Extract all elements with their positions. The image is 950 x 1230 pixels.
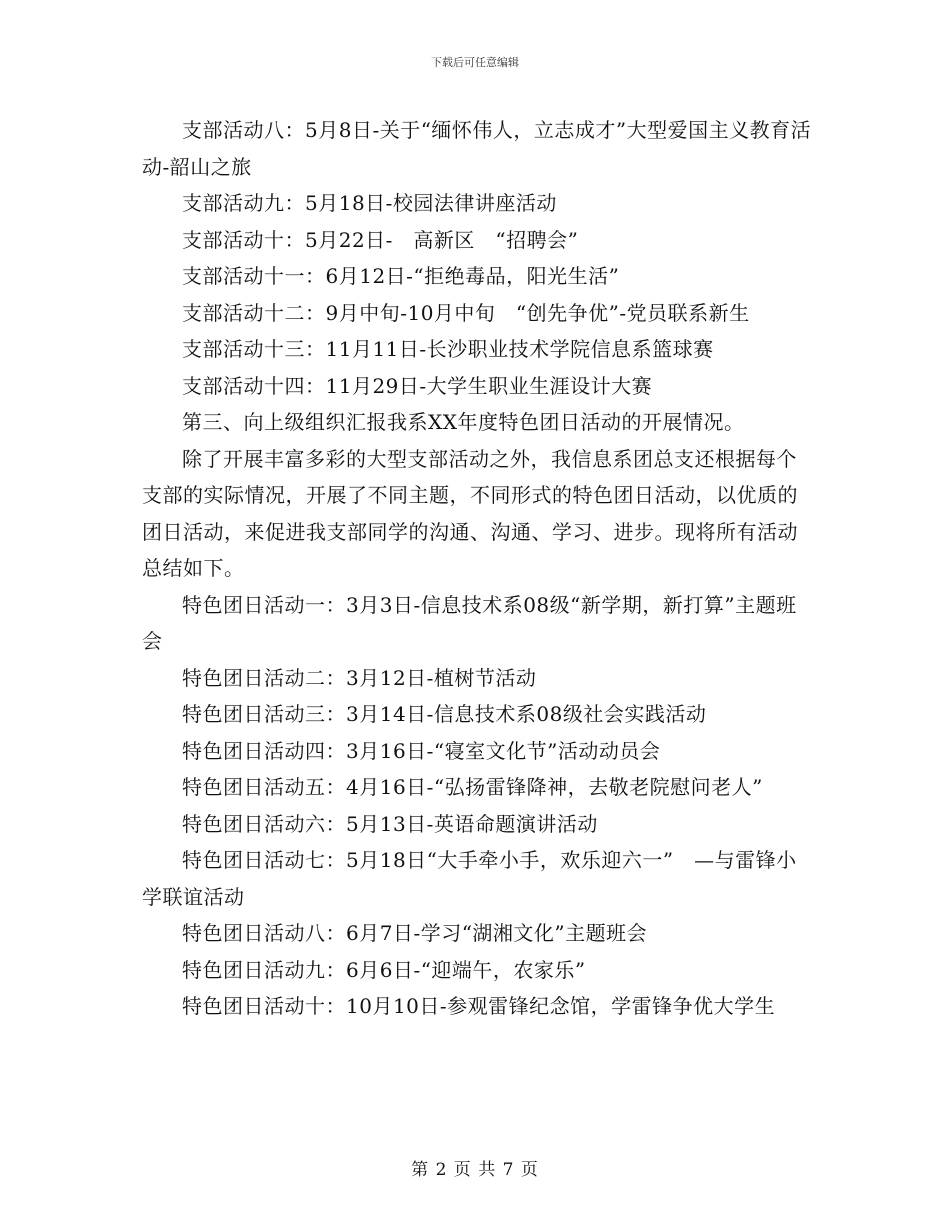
paragraph-branch-activity-8: 支部活动八：5月8日-关于“缅怀伟人，立志成才”大型爱国主义教育活动-韶山之旅 <box>142 118 812 179</box>
paragraph-league-day-5: 特色团日活动五：4月16日-“弘扬雷锋降神，去敬老院慰问老人” <box>182 775 763 799</box>
paragraph-league-day-4: 特色团日活动四：3月16日-“寝室文化节”活动动员会 <box>182 738 661 763</box>
paragraph-league-day-3: 特色团日活动三：3月14日-信息技术系08级社会实践活动 <box>182 702 707 726</box>
paragraph-branch-activity-10: 支部活动十：5月22日- 高新区 “招聘会” <box>182 227 579 252</box>
paragraph-branch-activity-9: 支部活动九：5月18日-校园法律讲座活动 <box>182 191 557 215</box>
page-header: 下载后可任意编辑 <box>431 56 519 69</box>
paragraph-branch-activity-13: 支部活动十三：11月11日-长沙职业技术学院信息系篮球赛 <box>182 337 714 361</box>
paragraph-league-day-6: 特色团日活动六：5月13日-英语命题演讲活动 <box>182 811 598 836</box>
paragraph-section-three: 第三、向上级组织汇报我系XX年度特色团日活动的开展情况。 <box>182 410 745 434</box>
paragraph-summary-intro: 除了开展丰富多彩的大型支部活动之外，我信息系团总支还根据每个支部的实际情况，开展了不同主题，不同形式的特色团日活动，以优质的团日活动，来促进我支部同学的沟通、沟通、学习、进步。现将所有活动总结如下。 <box>142 446 798 580</box>
paragraph-league-day-2: 特色团日活动二：3月12日-植树节活动 <box>182 665 537 690</box>
paragraph-branch-activity-11: 支部活动十一：6月12日-“拒绝毒品，阳光生活” <box>182 264 620 288</box>
paragraph-league-day-1: 特色团日活动一：3月3日-信息技术系08级“新学期，新打算”主题班会 <box>142 592 797 653</box>
document-body <box>142 112 812 1025</box>
paragraph-league-day-10: 特色团日活动十：10月10日-参观雷锋纪念馆，学雷锋争优大学生 <box>182 994 776 1018</box>
page-number-footer: 第 2 页 共 7 页 <box>411 1160 539 1180</box>
paragraph-branch-activity-12: 支部活动十二：9月中旬-10月中旬 “创先争优”-党员联系新生 <box>182 300 750 325</box>
paragraph-branch-activity-14: 支部活动十四：11月29日-大学生职业生涯设计大赛 <box>182 373 653 398</box>
paragraph-league-day-8: 特色团日活动八：6月7日-学习“湖湘文化”主题班会 <box>182 921 648 945</box>
paragraph-league-day-7: 特色团日活动七：5月18日“大手牵小手，欢乐迎六一” —与雷锋小学联谊活动 <box>142 848 797 909</box>
paragraph-league-day-9: 特色团日活动九：6月6日-“迎端午，农家乐” <box>182 957 586 982</box>
